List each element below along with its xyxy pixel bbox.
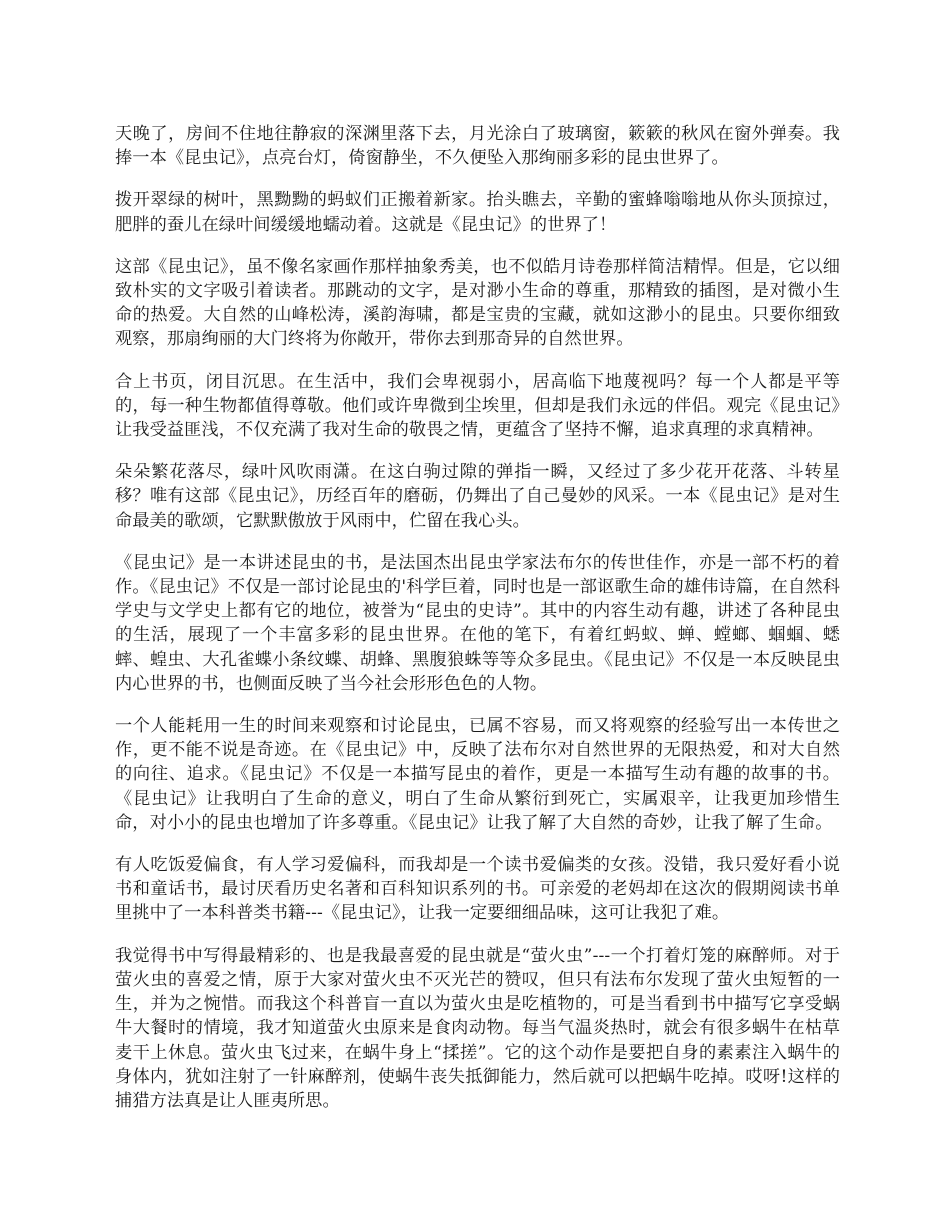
paragraph-9: 我觉得书中写得最精彩的、也是我最喜爱的昆虫就是“萤火虫”---一个打着灯笼的麻醉师。对于萤火虫的喜爱之情，原于大家对萤火虫不灭光芒的赞叹，但只有法布尔发现了萤火虫短暂的一生，并为之惋惜。而我这个科普盲一直以为萤火虫是吃植物的，可是当看到书中描写它享受蜗牛大餐时的情境，我才知道萤火虫原来是食肉动物。每当气温炎热时，就会有很多蜗牛在枯草麦干上休息。萤火虫飞过来，在蜗牛身上“揉搓”。它的这个动作是要把自身的素素注入蜗牛的身体内，犹如注射了一针麻醉剂，使蜗牛丧失抵御能力，然后就可以把蜗牛吃掉。哎呀!这样的捕猎方法真是让人匪夷所思。 <box>115 945 840 1111</box>
paragraph-5: 朵朵繁花落尽，绿叶风吹雨潇。在这白驹过隙的弹指一瞬，又经过了多少花开花落、斗转星移？唯有这部《昆虫记》，历经百年的磨砺，仍舞出了自己曼妙的风采。一本《昆虫记》是对生命最美的歌颂，它默默傲放于风雨中，伫留在我心头。 <box>115 462 840 531</box>
paragraph-4: 合上书页，闭目沉思。在生活中，我们会卑视弱小，居高临下地蔑视吗？每一个人都是平等的，每一种生物都值得尊敬。他们或许卑微到尘埃里，但却是我们永远的伴侣。观完《昆虫记》让我受益匪浅，不仅充满了我对生命的敬畏之情，更蕴含了坚持不懈，追求真理的求真精神。 <box>115 371 840 441</box>
paragraph-8: 有人吃饭爱偏食，有人学习爱偏科，而我却是一个读书爱偏类的女孩。没错，我只爱好看小说书和童话书，最讨厌看历史名著和百科知识系列的书。可亲爱的老妈却在这次的假期阅读书单里挑中了一本科普类书籍---《昆虫记》，让我一定要细细品味，这可让我犯了难。 <box>115 855 840 924</box>
paragraph-6: 《昆虫记》是一本讲述昆虫的书，是法国杰出昆虫学家法布尔的传世佳作，亦是一部不朽的着作。《昆虫记》不仅是一部讨论昆虫的'科学巨着，同时也是一部讴歌生命的雄伟诗篇，在自然科学史与文学史上都有它的地位，被誉为“昆虫的史诗”。其中的内容生动有趣，讲述了各种昆虫的生活，展现了一个丰富多彩的昆虫世界。在他的笔下，有着红蚂蚁、蝉、螳螂、蝈蝈、蟋蟀、蝗虫、大孔雀蝶小条纹蝶、胡蜂、黑腹狼蛛等等众多昆虫。《昆虫记》不仅是一本反映昆虫内心世界的书，也侧面反映了当今社会形形色色的人物。 <box>115 552 840 694</box>
document-body <box>115 122 840 1131</box>
paragraph-2: 拨开翠绿的树叶，黑黝黝的蚂蚁们正搬着新家。抬头瞧去，辛勤的蜜蜂嗡嗡地从你头顶掠过，肥胖的蚕儿在绿叶间缓缓地蠕动着。这就是《昆虫记》的世界了！ <box>115 190 840 235</box>
paragraph-7: 一个人能耗用一生的时间来观察和讨论昆虫，已属不容易，而又将观察的经验写出一本传世之作，更不能不说是奇迹。在《昆虫记》中，反映了法布尔对自然世界的无限热爱，和对大自然的向往、追求。《昆虫记》不仅是一本描写昆虫的着作，更是一本描写生动有趣的故事的书。《昆虫记》让我明白了生命的意义，明白了生命从繁衍到死亡，实属艰辛，让我更加珍惜生命，对小小的昆虫也增加了许多尊重。《昆虫记》让我了解了大自然的奇妙，让我了解了生命。 <box>115 716 840 833</box>
paragraph-3: 这部《昆虫记》，虽不像名家画作那样抽象秀美，也不似皓月诗卷那样简洁精悍。但是，它以细致朴实的文字吸引着读者。那跳动的文字，是对渺小生命的尊重，那精致的插图，是对微小生命的热爱。大自然的山峰松涛，溪韵海啸，都是宝贵的宝藏，就如这渺小的昆虫。只要你细致观察，那扇绚丽的大门终将为你敞开，带你去到那奇异的自然世界。 <box>115 256 840 350</box>
paragraph-1: 天晚了，房间不住地往静寂的深渊里落下去，月光涂白了玻璃窗，簌簌的秋风在窗外弹奏。我捧一本《昆虫记》，点亮台灯，倚窗静坐，不久便坠入那绚丽多彩的昆虫世界了。 <box>115 124 840 169</box>
